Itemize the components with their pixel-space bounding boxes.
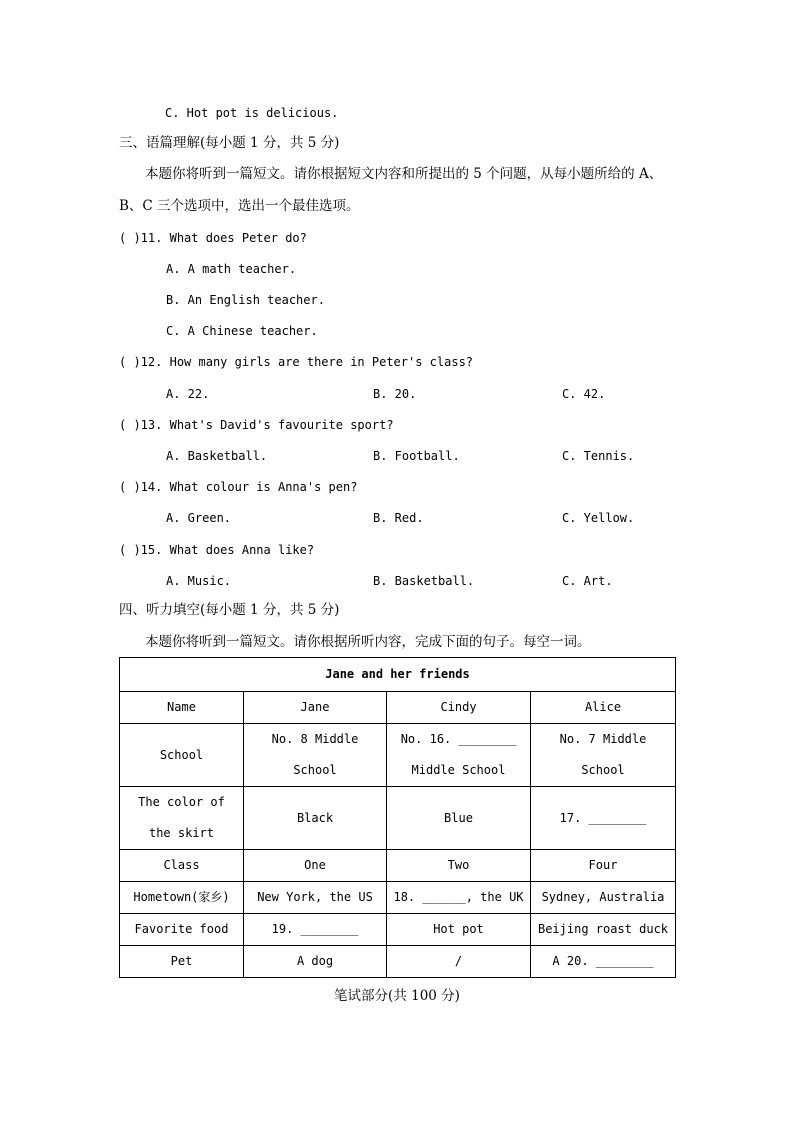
table-row	[120, 914, 676, 946]
cell-line: the skirt	[148, 826, 215, 840]
blank-19[interactable]: 19. ________	[244, 914, 387, 946]
cell-jane-school	[244, 724, 387, 787]
cell-jane-class: One	[244, 850, 387, 882]
info-table	[119, 657, 676, 978]
cell-alice-food: Beijing roast duck	[531, 914, 676, 946]
row-label-pet: Pet	[120, 946, 244, 978]
row-label-hometown: Hometown(家乡)	[120, 882, 244, 914]
cell-jane-pet: A dog	[244, 946, 387, 978]
q14-option-c: C. Yellow.	[562, 511, 635, 525]
cell-cindy-skirt: Blue	[387, 787, 531, 850]
table-row	[120, 692, 676, 724]
table-row	[120, 787, 676, 850]
cell-line: No. 8 Middle	[271, 732, 359, 746]
header-jane: Jane	[244, 692, 387, 724]
cell-alice-school	[531, 724, 676, 787]
q11-option-a: A. A math teacher.	[166, 262, 297, 276]
q13-option-b: B. Football.	[373, 449, 460, 463]
answer-bracket-13[interactable]: ( )13.	[119, 418, 163, 432]
cell-cindy-school[interactable]	[387, 724, 531, 787]
blank-17[interactable]: 17. ________	[531, 787, 676, 850]
answer-bracket-12[interactable]: ( )12.	[119, 355, 163, 369]
written-section-title: 笔试部分(共 100 分)	[334, 988, 460, 1004]
answer-bracket-11[interactable]: ( )11.	[119, 231, 163, 245]
blank-16[interactable]: No. 16. ________	[400, 732, 517, 746]
q15-option-b: B. Basketball.	[373, 574, 475, 588]
question-text-11: What does Peter do?	[169, 231, 307, 245]
cell-alice-class: Four	[531, 850, 676, 882]
q12-option-a: A. 22.	[166, 387, 210, 401]
cell-cindy-food: Hot pot	[387, 914, 531, 946]
question-14	[119, 481, 357, 493]
q14-option-b: B. Red.	[373, 511, 424, 525]
cell-cindy-class: Two	[387, 850, 531, 882]
cell-jane-hometown: New York, the US	[244, 882, 387, 914]
section3-instruction-line2: B、C 三个选项中，选出一个最佳选项。	[119, 198, 360, 214]
cell-line: No. 7 Middle	[559, 732, 647, 746]
q15-option-c: C. Art.	[562, 574, 613, 588]
row-label-favorite-food: Favorite food	[120, 914, 244, 946]
cell-line: Middle School	[411, 763, 506, 777]
q13-option-a: A. Basketball.	[166, 449, 268, 463]
blank-20[interactable]: A 20. ________	[531, 946, 676, 978]
cell-line: The color of	[138, 795, 225, 809]
q14-option-a: A. Green.	[166, 511, 232, 525]
blank-18[interactable]: 18. ______, the UK	[387, 882, 531, 914]
question-13	[119, 419, 394, 431]
row-label-skirt-color	[120, 787, 244, 850]
answer-bracket-14[interactable]: ( )14.	[119, 480, 163, 494]
table-row	[120, 882, 676, 914]
question-15	[119, 544, 314, 556]
cell-jane-skirt: Black	[244, 787, 387, 850]
row-label-class: Class	[120, 850, 244, 882]
q11-option-c: C. A Chinese teacher.	[166, 324, 318, 338]
header-cindy: Cindy	[387, 692, 531, 724]
cell-line: School	[293, 763, 337, 777]
table-row	[120, 850, 676, 882]
question-12	[119, 356, 473, 368]
cell-cindy-pet: /	[387, 946, 531, 978]
section4-heading: 四、听力填空(每小题 1 分，共 5 分)	[119, 602, 340, 618]
row-label-name: Name	[120, 692, 244, 724]
answer-bracket-15[interactable]: ( )15.	[119, 543, 163, 557]
table-title: Jane and her friends	[120, 658, 676, 692]
question-text-15: What does Anna like?	[169, 543, 315, 557]
section3-instruction-line1: 本题你将听到一篇短文。请你根据短文内容和所提出的 5 个问题，从每小题所给的 A、	[145, 166, 663, 182]
question-11	[119, 232, 307, 244]
q12-option-c: C. 42.	[562, 387, 606, 401]
question-text-13: What's David's favourite sport?	[169, 418, 394, 432]
header-alice: Alice	[531, 692, 676, 724]
q11-option-b: B. An English teacher.	[166, 293, 325, 307]
section3-heading: 三、语篇理解(每小题 1 分，共 5 分)	[119, 135, 340, 151]
option-c-previous: C. Hot pot is delicious.	[165, 106, 339, 120]
section4-instruction: 本题你将听到一篇短文。请你根据所听内容，完成下面的句子。每空一词。	[145, 634, 591, 650]
table-row	[120, 946, 676, 978]
table-row	[120, 724, 676, 787]
question-text-12: How many girls are there in Peter's class?	[169, 355, 474, 369]
q15-option-a: A. Music.	[166, 574, 232, 588]
q13-option-c: C. Tennis.	[562, 449, 635, 463]
question-text-14: What colour is Anna's pen?	[169, 480, 358, 494]
cell-alice-hometown: Sydney, Australia	[531, 882, 676, 914]
row-label-school: School	[120, 724, 244, 787]
cell-line: School	[581, 763, 625, 777]
q12-option-b: B. 20.	[373, 387, 417, 401]
